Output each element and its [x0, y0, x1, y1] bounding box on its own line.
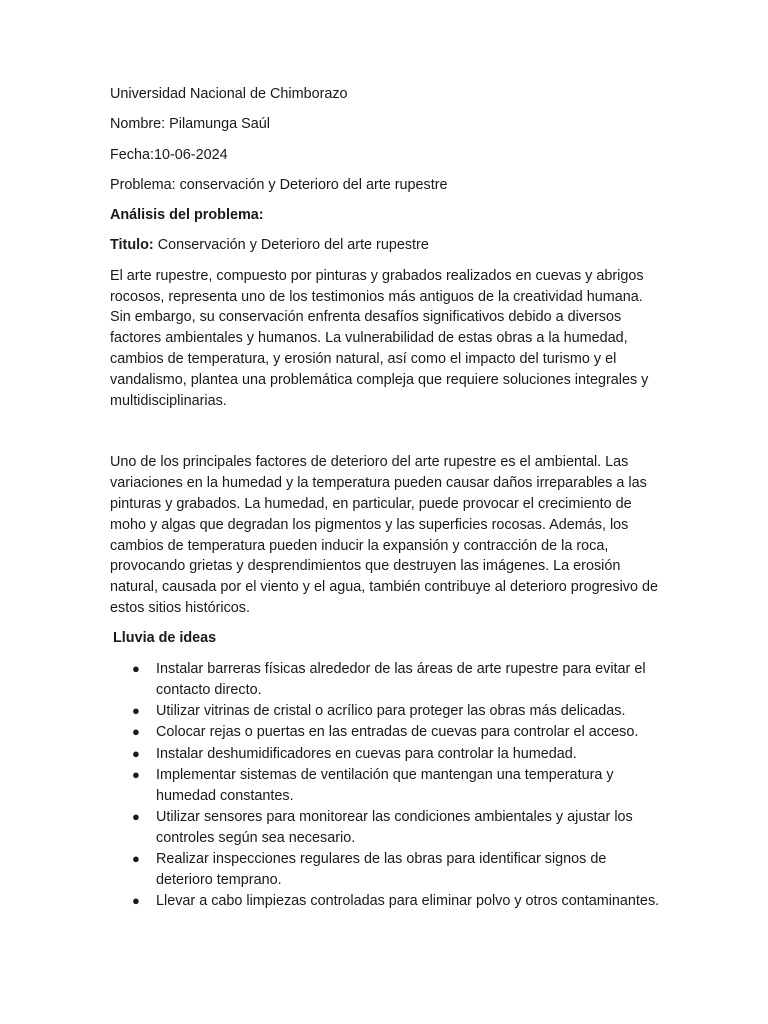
brainstorm-item — [132, 891, 664, 912]
bullet-icon: ● — [132, 809, 140, 825]
brainstorm-item — [132, 722, 664, 743]
title-label: Titulo: — [110, 237, 154, 254]
brainstorm-item-text: Implementar sistemas de ventilación que mantengan una temperatura y humedad constantes. — [156, 767, 614, 804]
brainstorm-item — [132, 659, 664, 701]
bullet-icon: ● — [132, 724, 140, 740]
title-value: Conservación y Deterioro del arte rupestre — [153, 237, 429, 254]
title-line — [110, 235, 664, 256]
student-name-line: Nombre: Pilamunga Saúl — [110, 116, 270, 133]
brainstorm-item-text: Utilizar sensores para monitorear las condiciones ambientales y ajustar los controles según sea necesario. — [156, 809, 633, 846]
paragraph-environmental-factors: Uno de los principales factores de deterioro del arte rupestre es el ambiental. Las variaciones en la humedad y la temperatura pueden causar daños irreparables a las pinturas y grabados. La humedad, en particular, puede provocar el crecimiento de moho y algas que degradan los pigmentos y las superficies rocosas. Además, los cambios de temperatura pueden inducir la expansión y contracción de la roca, provocando grietas y desprendimientos que destruyen las imágenes. La erosión natural, causada por el viento y el agua, también contribuye al deterioro progresivo de estos sitios históricos. — [110, 454, 658, 616]
paragraph-intro: El arte rupestre, compuesto por pinturas y grabados realizados en cuevas y abrigos rocosos, representa uno de los testimonios más antiguos de la creatividad humana. Sin embargo, su conservación enfrenta desafíos significativos debido a diversos factores ambientales y humanos. La vulnerabilidad de estas obras a la humedad, cambios de temperatura, y erosión natural, así como el impacto del turismo y el vandalismo, plantea una problemática compleja que requiere soluciones integrales y multidisciplinarias. — [110, 267, 649, 409]
brainstorm-item-text: Instalar deshumidificadores en cuevas para controlar la humedad. — [156, 745, 577, 762]
bullet-icon: ● — [132, 851, 140, 867]
brainstorm-item-text: Instalar barreras físicas alrededor de las áreas de arte rupestre para evitar el contacto directo. — [156, 661, 646, 698]
problem-line: Problema: conservación y Deterioro del arte rupestre — [110, 176, 448, 193]
brainstorm-item-text: Llevar a cabo limpiezas controladas para eliminar polvo y otros contaminantes. — [156, 893, 660, 910]
brainstorm-item-text: Colocar rejas o puertas en las entradas de cuevas para controlar el acceso. — [156, 724, 639, 741]
university-line: Universidad Nacional de Chimborazo — [110, 86, 348, 102]
brainstorm-item — [132, 807, 664, 849]
brainstorm-item — [132, 744, 664, 765]
bullet-icon: ● — [132, 767, 140, 783]
brainstorm-item — [132, 849, 664, 891]
brainstorm-heading: Lluvia de ideas — [113, 630, 217, 647]
bullet-icon: ● — [132, 661, 140, 677]
bullet-icon: ● — [132, 893, 140, 909]
brainstorm-item-text: Utilizar vitrinas de cristal o acrílico para proteger las obras más delicadas. — [156, 703, 626, 720]
analysis-heading: Análisis del problema: — [110, 207, 264, 224]
brainstorm-list — [110, 659, 664, 912]
brainstorm-item — [132, 765, 664, 807]
bullet-icon: ● — [132, 703, 140, 719]
bullet-icon: ● — [132, 745, 140, 761]
brainstorm-item — [132, 701, 664, 722]
date-line: Fecha:10-06-2024 — [110, 146, 228, 163]
brainstorm-item-text: Realizar inspecciones regulares de las obras para identificar signos de deterioro temprano. — [156, 851, 607, 888]
